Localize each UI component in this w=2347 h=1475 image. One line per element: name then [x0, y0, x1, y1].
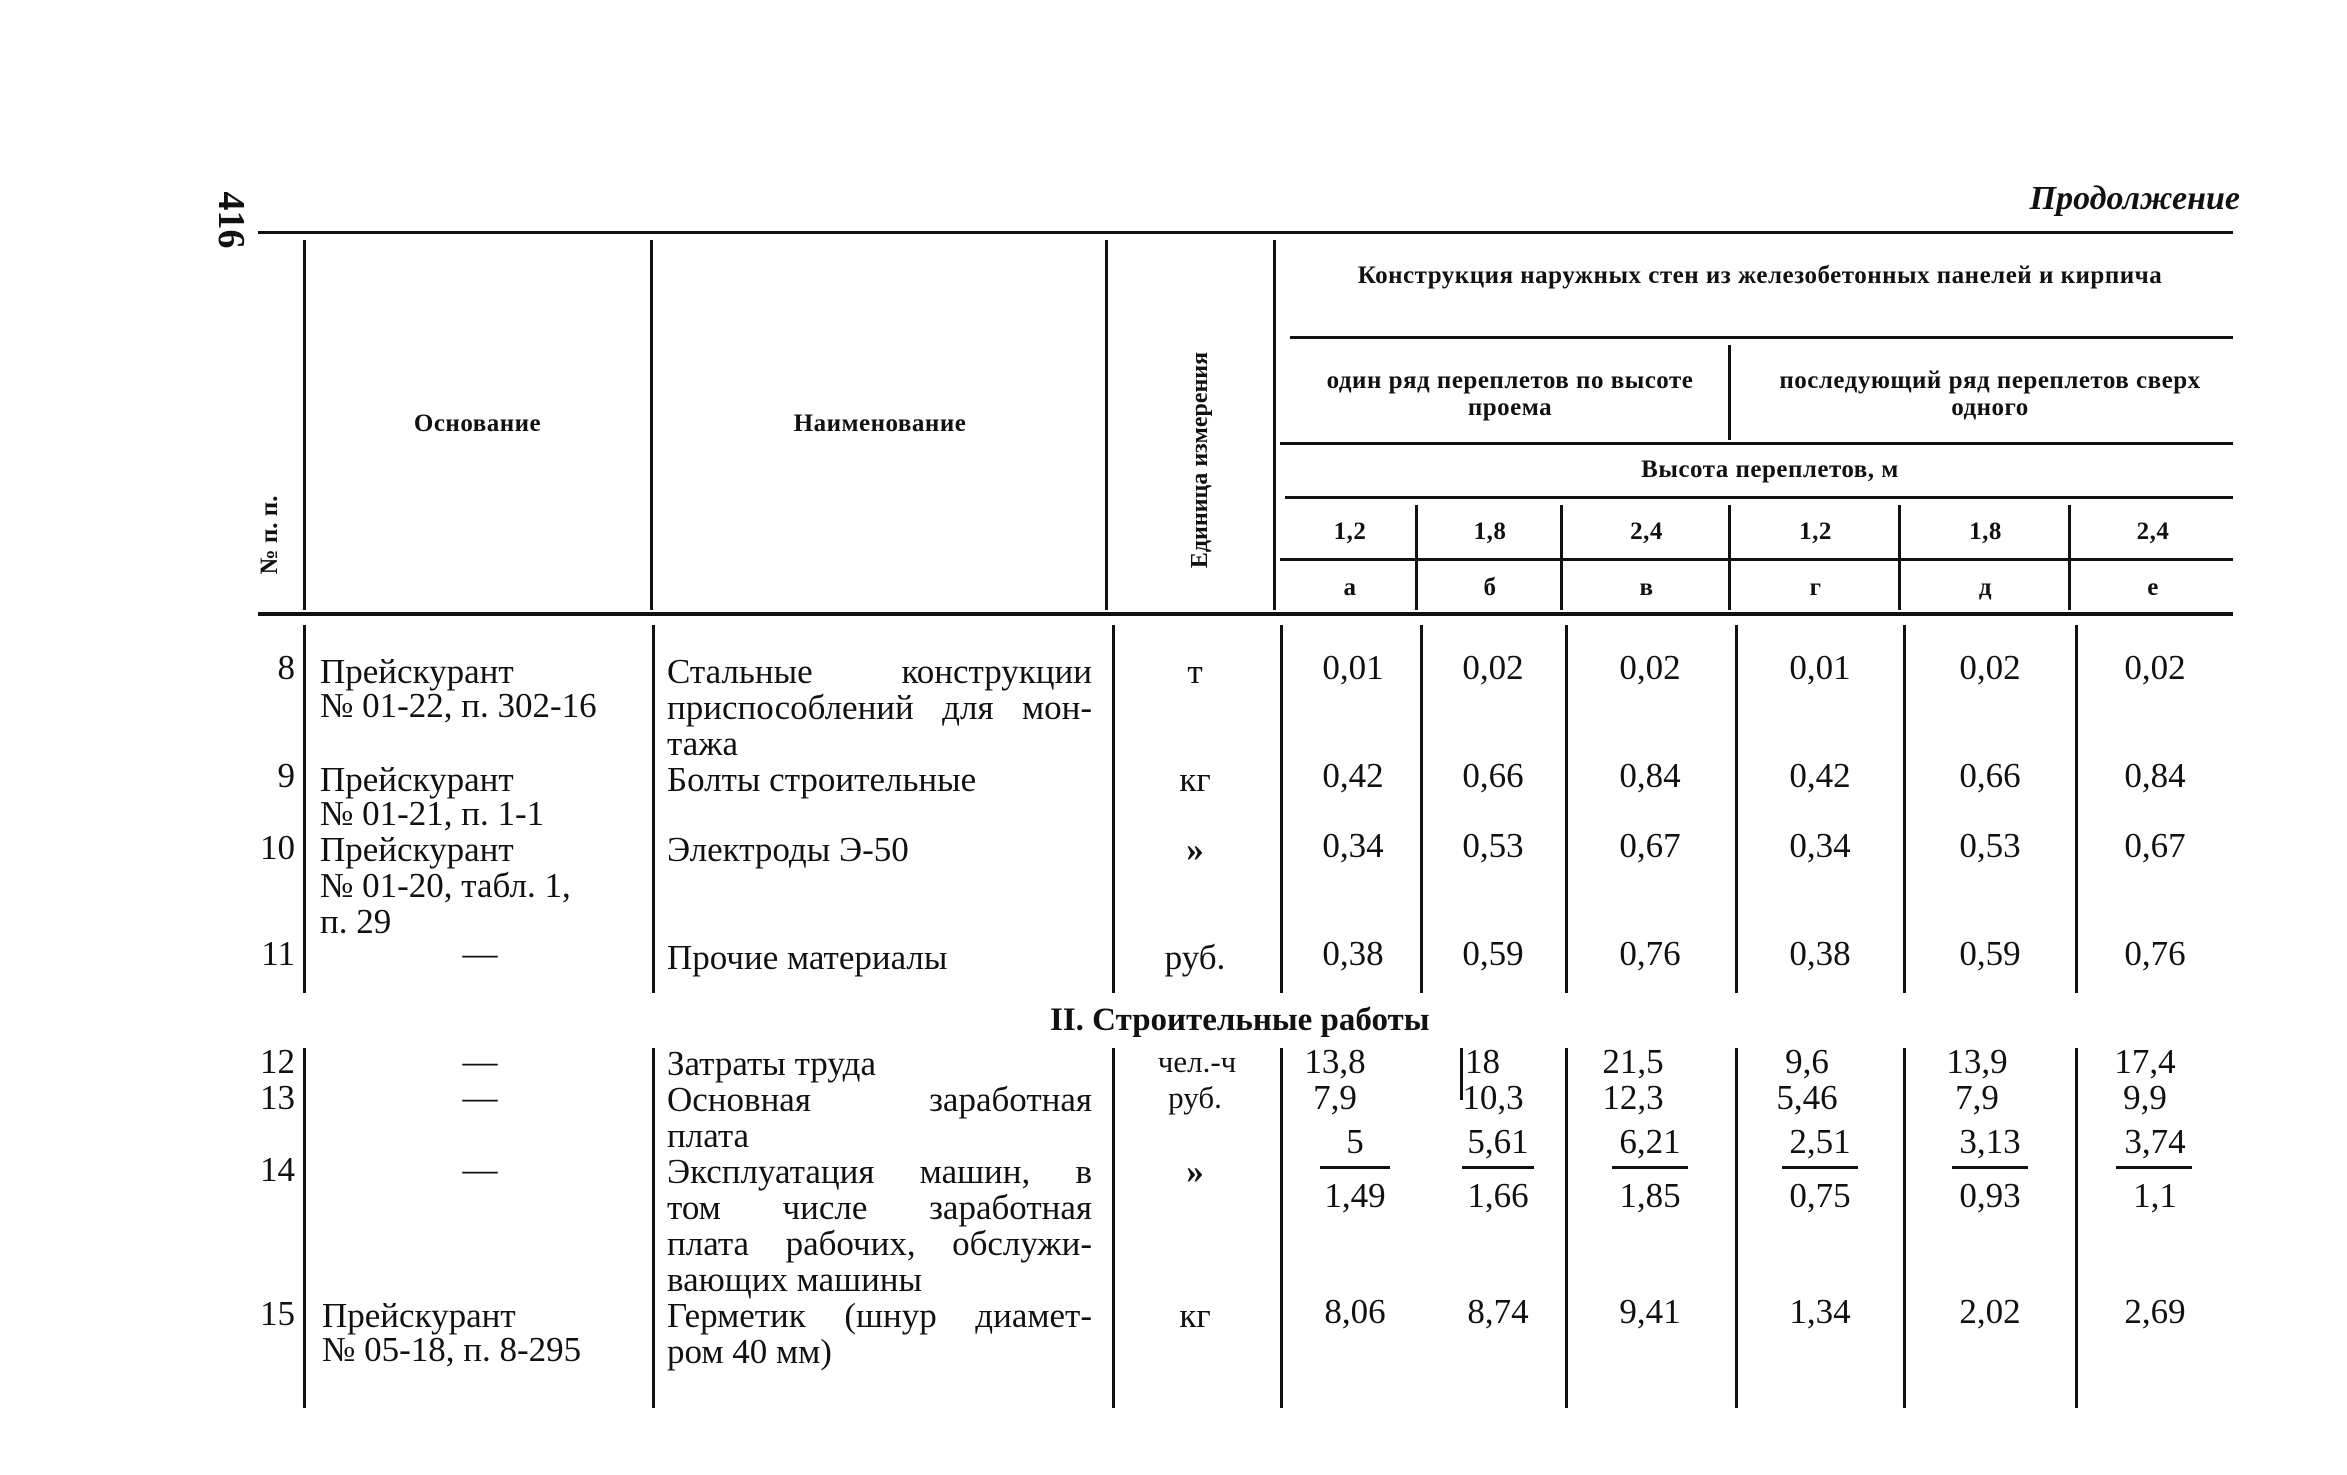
- row-11-no: 11: [261, 934, 295, 973]
- row-10-basis-2: № 01-20, табл. 1,: [320, 866, 571, 905]
- row-8-basis-2: № 01-22, п. 302-16: [320, 686, 597, 725]
- continuation-label: Продолжение: [2029, 180, 2240, 217]
- row-8-no: 8: [277, 648, 295, 687]
- row-12-no: 12: [260, 1042, 295, 1081]
- row-13-val-c: 12,3: [1602, 1078, 1664, 1117]
- row-14-val-d: 2,51: [1789, 1122, 1851, 1161]
- header-group-1: один ряд переплетов по высоте проема: [1326, 367, 1694, 421]
- row-15-val-a: 8,06: [1324, 1292, 1386, 1331]
- row-11-val-a: 0,38: [1322, 934, 1384, 973]
- fraction-bar-d: [1782, 1166, 1858, 1169]
- row-12-val-a: 13,8: [1304, 1042, 1366, 1081]
- row-8-val-d: 0,01: [1789, 648, 1851, 687]
- row-9-val-b: 0,66: [1462, 756, 1524, 795]
- row-13-no: 13: [260, 1078, 295, 1117]
- row-15-name-1: Герметик (шнур диамет-: [667, 1296, 1092, 1335]
- page-number: 416: [210, 191, 252, 249]
- row-9-val-d: 0,42: [1789, 756, 1851, 795]
- row-15-basis-1: Прейскурант: [322, 1296, 516, 1335]
- row-15-val-f: 2,69: [2124, 1292, 2186, 1331]
- row-15-val-d: 1,34: [1789, 1292, 1851, 1331]
- row-13-val-f: 9,9: [2123, 1078, 2167, 1117]
- header-letter-d: г: [1809, 574, 1822, 601]
- fraction-bar-b: [1462, 1166, 1534, 1169]
- row-10-no: 10: [260, 828, 295, 867]
- header-height-a: 1,2: [1333, 518, 1367, 545]
- row-10-basis-3: п. 29: [320, 902, 392, 941]
- header-height-f: 2,4: [2136, 518, 2170, 545]
- row-14-val-f: 3,74: [2124, 1122, 2186, 1161]
- row-8-name-3: тажа: [667, 724, 738, 763]
- header-height: Высота переплетов, м: [1641, 456, 1899, 483]
- row-14-no: 14: [260, 1150, 295, 1189]
- row-12-basis: —: [462, 1042, 498, 1081]
- row-8-val-b: 0,02: [1462, 648, 1524, 687]
- header-height-e: 1,8: [1969, 518, 2002, 545]
- row-8-val-a: 0,01: [1322, 648, 1384, 687]
- row-11-basis: —: [462, 934, 498, 973]
- row-12-val-f: 17,4: [2114, 1042, 2176, 1081]
- row-13-name-1: Основная заработная: [667, 1080, 1092, 1119]
- row-8-basis-1: Прейскурант: [320, 652, 514, 691]
- header-name: Наименование: [793, 410, 967, 437]
- row-13-unit: руб.: [1168, 1080, 1222, 1115]
- header-letter-f: е: [2147, 574, 2159, 601]
- row-14-unit: »: [1186, 1152, 1204, 1191]
- row-14-sub-d: 0,75: [1789, 1176, 1851, 1215]
- fraction-bar-c: [1612, 1166, 1688, 1169]
- row-9-no: 9: [277, 756, 295, 795]
- row-9-name-1: Болты строительные: [667, 760, 977, 799]
- header-letter-c: в: [1639, 574, 1654, 601]
- row-9-val-f: 0,84: [2124, 756, 2186, 795]
- row-11-val-c: 0,76: [1619, 934, 1681, 973]
- row-12-val-b: 18: [1465, 1042, 1500, 1081]
- row-9-unit: кг: [1179, 760, 1211, 799]
- row-14-val-e: 3,13: [1959, 1122, 2021, 1161]
- row-10-val-c: 0,67: [1619, 826, 1681, 865]
- row-15-val-c: 9,41: [1619, 1292, 1681, 1331]
- row-8-unit: т: [1187, 652, 1203, 691]
- header-basis: Основание: [413, 410, 542, 437]
- row-13-val-e: 7,9: [1955, 1078, 1999, 1117]
- row-9-basis-1: Прейскурант: [320, 760, 514, 799]
- row-11-name-1: Прочие материалы: [667, 938, 948, 977]
- row-10-name-1: Электроды Э-50: [667, 830, 909, 869]
- row-14-sub-f: 1,1: [2133, 1176, 2177, 1215]
- row-11-val-d: 0,38: [1789, 934, 1851, 973]
- row-8-val-f: 0,02: [2124, 648, 2186, 687]
- header-group-2: последующий ряд переплетов сверх одного: [1779, 367, 2201, 421]
- row-12-val-d: 9,6: [1785, 1042, 1829, 1081]
- section-title: II. Строительные работы: [1050, 1002, 1430, 1038]
- row-9-val-e: 0,66: [1959, 756, 2021, 795]
- row-10-unit: »: [1186, 830, 1204, 869]
- row-10-val-d: 0,34: [1789, 826, 1851, 865]
- row-14-val-c: 6,21: [1619, 1122, 1681, 1161]
- row-9-basis-2: № 01-21, п. 1-1: [320, 794, 545, 833]
- row-14-sub-a: 1,49: [1324, 1176, 1386, 1215]
- row-10-val-f: 0,67: [2124, 826, 2186, 865]
- header-letter-e: д: [1978, 574, 1993, 601]
- row-8-name-2: приспособлений для мон-: [667, 688, 1092, 727]
- row-10-val-a: 0,34: [1322, 826, 1384, 865]
- row-14-val-b: 5,61: [1467, 1122, 1529, 1161]
- row-13-basis: —: [462, 1078, 498, 1117]
- row-10-basis-1: Прейскурант: [320, 830, 514, 869]
- header-height-d: 1,2: [1799, 518, 1832, 545]
- header-unit: Единица измерения: [1187, 351, 1213, 569]
- row-10-val-b: 0,53: [1462, 826, 1524, 865]
- table-top-border: [258, 231, 2233, 234]
- header-height-b: 1,8: [1473, 518, 1507, 545]
- row-9-val-c: 0,84: [1619, 756, 1681, 795]
- row-14-name-1: Эксплуатация машин, в: [667, 1152, 1092, 1191]
- row-13-val-d: 5,46: [1776, 1078, 1838, 1117]
- row-8-name-1: Стальные конструкции: [667, 652, 1092, 691]
- row-11-val-f: 0,76: [2124, 934, 2186, 973]
- row-15-unit: кг: [1179, 1296, 1211, 1335]
- row-12-val-c: 21,5: [1602, 1042, 1664, 1081]
- header-no: № п. п.: [256, 495, 283, 575]
- header-height-c: 2,4: [1630, 518, 1663, 545]
- fraction-bar-f: [2116, 1166, 2192, 1169]
- row-15-no: 15: [260, 1294, 295, 1333]
- row-14-name-2: том числе заработная: [667, 1188, 1092, 1227]
- row-9-val-a: 0,42: [1322, 756, 1384, 795]
- row-10-val-e: 0,53: [1959, 826, 2021, 865]
- header-bottom-border: [258, 612, 2233, 616]
- row-11-val-b: 0,59: [1462, 934, 1524, 973]
- row-14-sub-b: 1,66: [1467, 1176, 1529, 1215]
- row-8-val-e: 0,02: [1959, 648, 2021, 687]
- row-14-name-3: плата рабочих, обслужи-: [667, 1224, 1092, 1263]
- row-15-val-b: 8,74: [1467, 1292, 1529, 1331]
- fraction-bar-e: [1952, 1166, 2028, 1169]
- row-13-name-2: плата: [667, 1116, 750, 1155]
- row-15-val-e: 2,02: [1959, 1292, 2021, 1331]
- row-14-name-4: вающих машины: [667, 1260, 923, 1299]
- fraction-bar-a: [1320, 1166, 1390, 1169]
- row-13-val-a: 7,9: [1313, 1078, 1357, 1117]
- row-11-val-e: 0,59: [1959, 934, 2021, 973]
- row-13-val-b: 10,3: [1462, 1078, 1524, 1117]
- row-12-val-e: 13,9: [1946, 1042, 2008, 1081]
- header-letter-a: а: [1343, 574, 1357, 601]
- header-construction: Конструкция наружных стен из железобетонных панелей и кирпича: [1357, 262, 2163, 289]
- row-11-unit: руб.: [1164, 938, 1226, 977]
- row-14-val-a: 5: [1346, 1122, 1364, 1161]
- row-12-unit: чел.-ч: [1157, 1044, 1237, 1079]
- header-letter-b: б: [1483, 574, 1497, 601]
- row-14-sub-c: 1,85: [1619, 1176, 1681, 1215]
- row-15-name-2: ром 40 мм): [667, 1332, 832, 1371]
- row-15-basis-2: № 05-18, п. 8-295: [322, 1330, 582, 1369]
- row-8-val-c: 0,02: [1619, 648, 1681, 687]
- row-12-name-1: Затраты труда: [667, 1044, 876, 1083]
- row-14-basis: —: [462, 1150, 498, 1189]
- row-14-sub-e: 0,93: [1959, 1176, 2021, 1215]
